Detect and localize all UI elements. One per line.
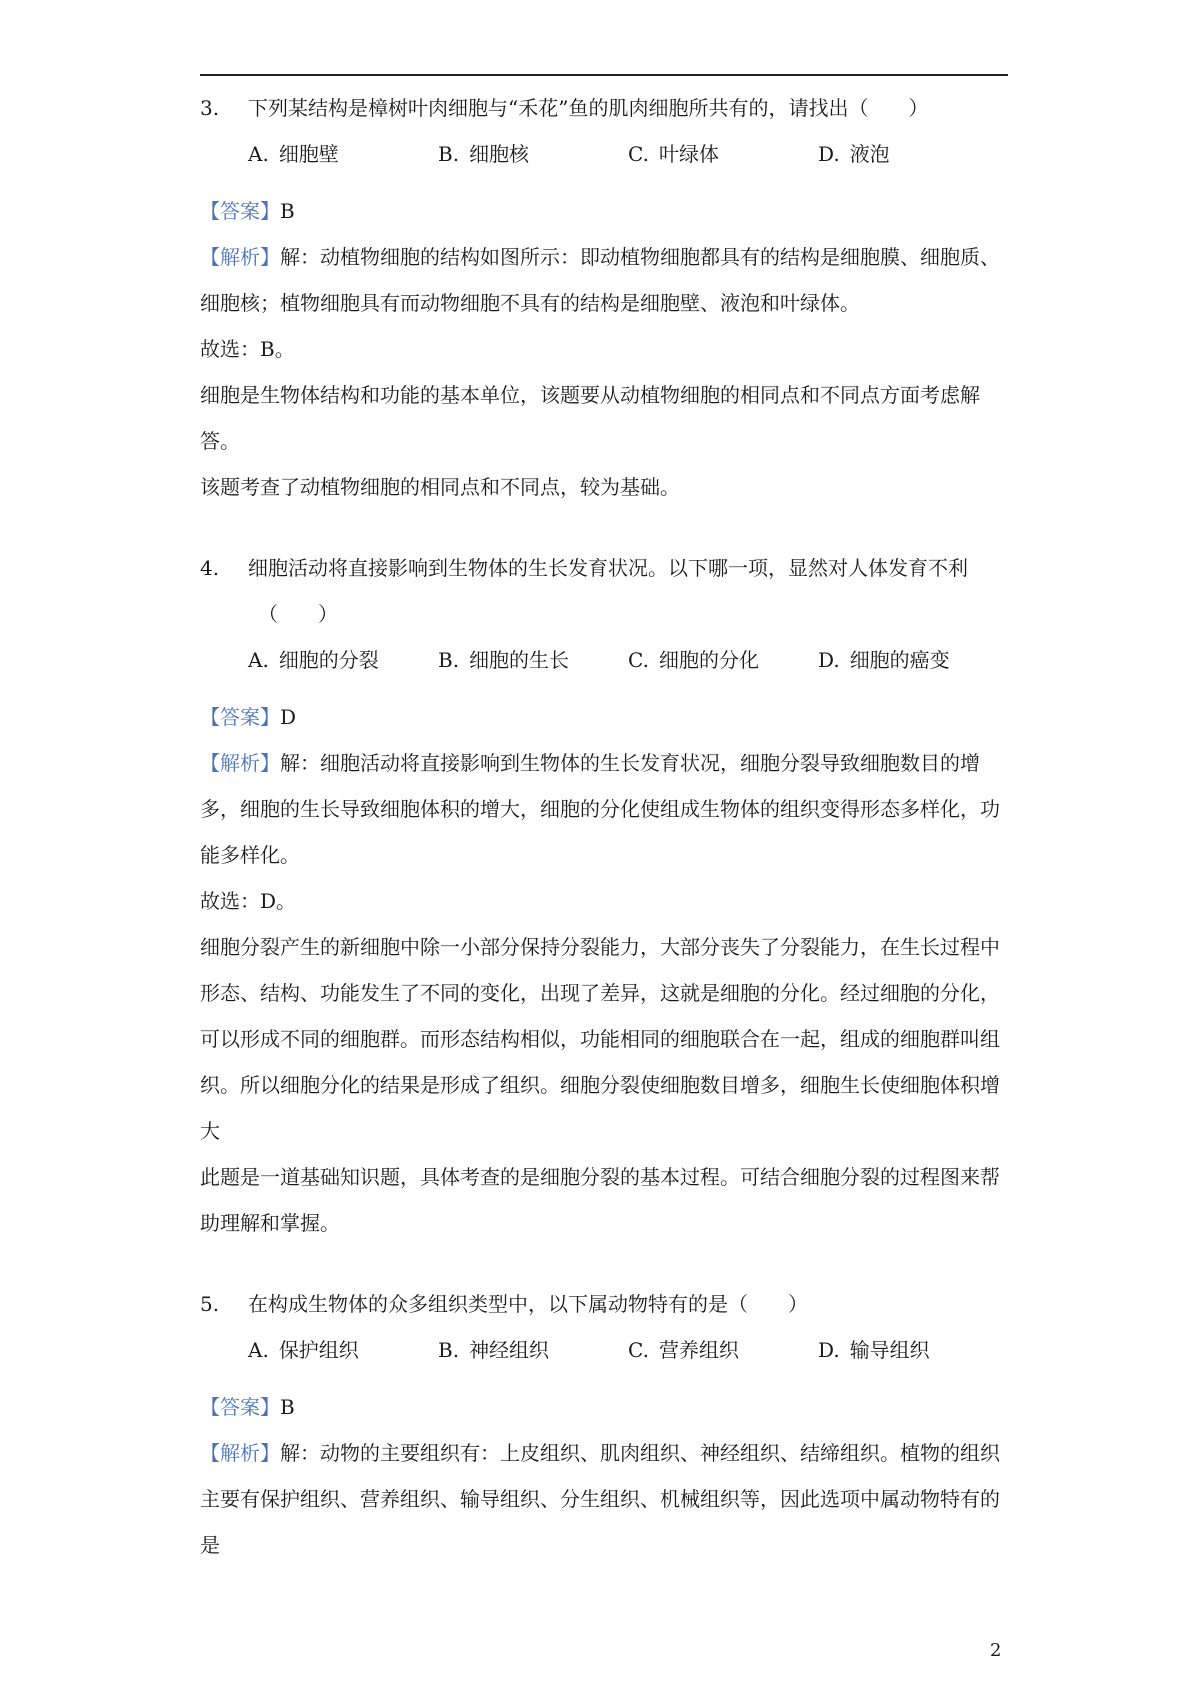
option-c: C. 细胞的分化 — [628, 648, 759, 672]
answer-tag: 【答案】 — [200, 705, 280, 729]
analysis-tag: 【解析】 — [200, 245, 280, 269]
question-text: 下列某结构是樟树叶肉细胞与“禾花”鱼的肌肉细胞所共有的，请找出（ ） — [248, 96, 929, 120]
document-body — [200, 96, 1008, 1568]
explanation-paragraph: 此题是一道基础知识题，具体考查的是细胞分裂的基本过程。可结合细胞分裂的过程图来帮助理解和掌握。 — [200, 1165, 1000, 1235]
question-3-stem — [200, 96, 1008, 120]
option-c: C. 营养组织 — [628, 1338, 739, 1362]
question-number: 4. — [200, 556, 220, 580]
answer-value: D — [280, 705, 297, 729]
option-a: A. 细胞壁 — [248, 142, 339, 166]
answer-tag: 【答案】 — [200, 1395, 280, 1419]
option-b: B. 细胞核 — [438, 142, 530, 166]
analysis: 【解析】解：动植物细胞的结构如图所示：即动植物细胞都具有的结构是细胞膜、细胞质、细胞核；植物细胞具有而动物细胞不具有的结构是细胞壁、液泡和叶绿体。 — [200, 245, 1000, 315]
option-a: A. 保护组织 — [248, 1338, 359, 1362]
answer-line — [200, 694, 1008, 740]
explanation-paragraph: 该题考查了动植物细胞的相同点和不同点，较为基础。 — [200, 475, 680, 499]
option-b: B. 神经组织 — [438, 1338, 550, 1362]
answer-parentheses: （ ） — [258, 602, 338, 626]
option-c: C. 叶绿体 — [628, 142, 719, 166]
choice-line: 故选：B。 — [200, 337, 295, 361]
option-b: B. 细胞的生长 — [438, 648, 570, 672]
question-text: 细胞活动将直接影响到生物体的生长发育状况。以下哪一项，显然对人体发育不利 — [248, 556, 968, 580]
question-4-stem — [200, 556, 1008, 626]
question-5-options — [200, 1338, 1008, 1362]
explanation-paragraph: 细胞是生物体结构和功能的基本单位，该题要从动植物细胞的相同点和不同点方面考虑解答。 — [200, 383, 980, 453]
header-rule — [200, 74, 1008, 76]
answer-value: B — [280, 199, 295, 223]
page-number: 2 — [990, 1640, 1002, 1661]
question-number: 3. — [200, 96, 220, 120]
answer-line — [200, 1384, 1008, 1430]
analysis: 【解析】解：动物的主要组织有：上皮组织、肌肉组织、神经组织、结缔组织。植物的组织主要有保护组织、营养组织、输导组织、分生组织、机械组织等，因此选项中属动物特有的是 — [200, 1441, 1000, 1557]
choice-line: 故选：D。 — [200, 889, 297, 913]
spacer — [200, 1246, 1008, 1292]
question-5-stem — [200, 1292, 1008, 1316]
question-number: 5. — [200, 1292, 220, 1316]
analysis-tag: 【解析】 — [200, 1441, 280, 1465]
option-a: A. 细胞的分裂 — [248, 648, 379, 672]
spacer — [200, 510, 1008, 556]
option-d: D. 液泡 — [818, 142, 890, 166]
answer-tag: 【答案】 — [200, 199, 280, 223]
question-text: 在构成生物体的众多组织类型中，以下属动物特有的是（ ） — [248, 1292, 808, 1316]
answer-value: B — [280, 1395, 295, 1419]
analysis: 【解析】解：细胞活动将直接影响到生物体的生长发育状况，细胞分裂导致细胞数目的增多，细胞的生长导致细胞体积的增大，细胞的分化使组成生物体的组织变得形态多样化，功能多样化。 — [200, 751, 1000, 867]
question-3-options — [200, 142, 1008, 166]
option-d: D. 细胞的癌变 — [818, 648, 950, 672]
explanation-paragraph: 细胞分裂产生的新细胞中除一小部分保持分裂能力，大部分丧失了分裂能力，在生长过程中形态、结构、功能发生了不同的变化，出现了差异，这就是细胞的分化。经过细胞的分化，可以形成不同的细胞群。而形态结构相似，功能相同的细胞联合在一起，组成的细胞群叫组织。所以细胞分化的结果是形成了组织。细胞分裂使细胞数目增多，细胞生长使细胞体积增大 — [200, 935, 1000, 1143]
answer-line — [200, 188, 1008, 234]
option-d: D. 输导组织 — [818, 1338, 930, 1362]
analysis-tag: 【解析】 — [200, 751, 280, 775]
question-4-options — [200, 648, 1008, 672]
